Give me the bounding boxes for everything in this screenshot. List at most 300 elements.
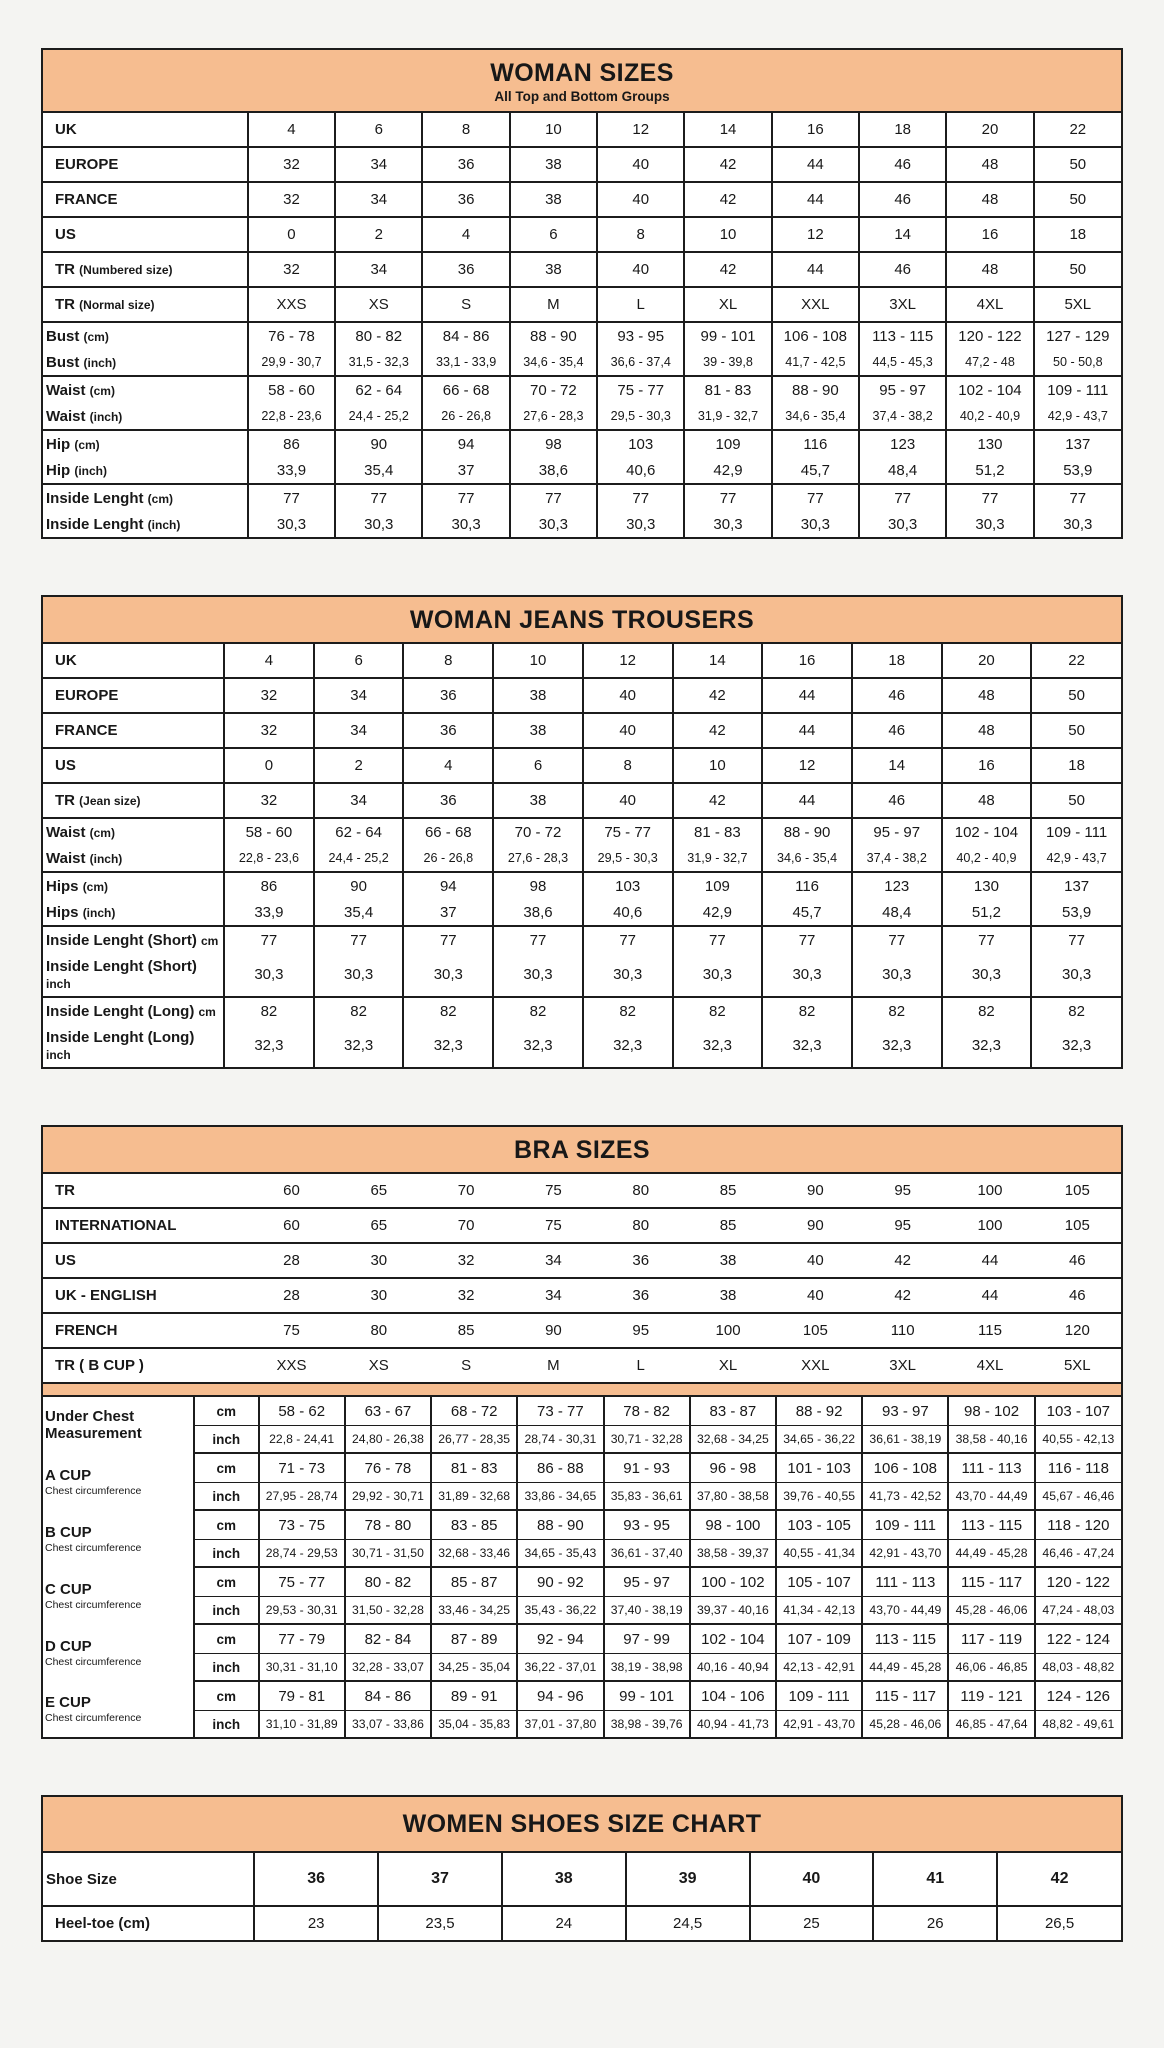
size-cell: 14 xyxy=(852,748,942,783)
row-label xyxy=(43,182,248,217)
row-label xyxy=(43,1567,194,1624)
size-cell: 40 xyxy=(772,1243,859,1278)
size-cell: 30 xyxy=(335,1278,422,1313)
size-cell: 37,4 - 38,2 xyxy=(859,403,946,430)
size-cell: XS xyxy=(368,1357,389,1374)
size-cell: 100 - 102 xyxy=(690,1567,776,1597)
row-label xyxy=(43,113,248,147)
row-label xyxy=(43,783,224,818)
size-cell: 88 - 92 xyxy=(776,1397,862,1426)
size-cell: XS xyxy=(335,287,422,322)
size-cell: 10 xyxy=(493,644,583,678)
size-cell: 37 xyxy=(378,1853,502,1906)
size-cell: 29,92 - 30,71 xyxy=(345,1483,431,1511)
size-cell: 18 xyxy=(1034,217,1121,252)
row-label-suffix: (inch) xyxy=(74,463,108,478)
size-cell: 60 xyxy=(248,1174,335,1208)
row-label-text: US xyxy=(55,757,76,774)
size-cell: 105 - 107 xyxy=(776,1567,862,1597)
size-cell: 50 xyxy=(1034,252,1121,287)
row-label xyxy=(43,430,248,457)
table-title: WOMAN JEANS TROUSERS xyxy=(409,606,755,634)
size-cell: 101 - 103 xyxy=(776,1453,862,1483)
row-label-text: Bust xyxy=(46,327,80,345)
row-sublabel-text: Chest circumference xyxy=(45,1541,142,1554)
size-cell: 85 - 87 xyxy=(431,1567,517,1597)
size-cell: 106 - 108 xyxy=(862,1453,948,1483)
size-cell: 30,71 - 32,28 xyxy=(604,1426,690,1454)
size-cell: 30,3 xyxy=(597,511,684,537)
size-cell: 42 xyxy=(859,1278,946,1313)
row-label-text: Inside Lenght (Short) xyxy=(46,931,197,949)
size-cell: 107 - 109 xyxy=(776,1624,862,1654)
size-cell: 109 - 111 xyxy=(862,1510,948,1540)
size-cell: 115 - 117 xyxy=(948,1567,1034,1597)
size-cell: 116 xyxy=(772,430,859,457)
size-cell: 82 xyxy=(852,997,942,1024)
size-cell: 77 xyxy=(510,484,597,511)
size-cell: 113 - 115 xyxy=(948,1510,1034,1540)
size-cell: 115 xyxy=(946,1313,1033,1348)
size-cell: 39 - 39,8 xyxy=(684,349,771,376)
size-cell: 105 xyxy=(1034,1174,1121,1208)
size-cell: 34 xyxy=(314,783,404,818)
size-cell: 44,49 - 45,28 xyxy=(862,1654,948,1682)
size-cell: 111 - 113 xyxy=(948,1453,1034,1483)
size-cell: 34 xyxy=(510,1243,597,1278)
size-cell: M xyxy=(547,1357,560,1374)
size-cell: 24,4 - 25,2 xyxy=(335,403,422,430)
row-label xyxy=(43,1397,194,1453)
size-cell: 22 xyxy=(1031,644,1121,678)
size-cell: 42 xyxy=(673,783,763,818)
size-cell: 87 - 89 xyxy=(431,1624,517,1654)
row-label-text: Hips xyxy=(46,877,79,895)
size-cell: 89 - 91 xyxy=(431,1681,517,1711)
table-row xyxy=(43,818,1121,845)
size-cell: 30,3 xyxy=(403,953,493,997)
size-cell: 32 xyxy=(224,678,314,713)
row-label-text: Waist xyxy=(46,849,86,867)
size-cell: 70 xyxy=(422,1208,509,1243)
size-cell: 102 - 104 xyxy=(690,1624,776,1654)
size-cell: 5XL xyxy=(1034,287,1121,322)
size-cell: 117 - 119 xyxy=(948,1624,1034,1654)
size-cell: 45,28 - 46,06 xyxy=(862,1711,948,1738)
table-title-bar xyxy=(43,597,1121,644)
size-cell: 109 xyxy=(673,872,763,899)
size-cell: 32 xyxy=(224,713,314,748)
row-label xyxy=(43,1906,254,1940)
row-label xyxy=(43,403,248,430)
unit-cell: inch xyxy=(194,1597,259,1625)
size-cell: 120 - 122 xyxy=(1035,1567,1121,1597)
size-cell: 34,6 - 35,4 xyxy=(772,403,859,430)
size-cell: 6 xyxy=(510,217,597,252)
table-subtitle: All Top and Bottom Groups xyxy=(494,89,670,104)
row-label-text: Waist xyxy=(46,381,86,399)
size-cell: 38 xyxy=(684,1243,771,1278)
row-label-text: UK xyxy=(55,121,77,138)
size-cell: 42 xyxy=(684,182,771,217)
size-cell: 50 - 50,8 xyxy=(1034,349,1121,376)
size-cell: 73 - 77 xyxy=(517,1397,603,1426)
row-label-suffix: (cm) xyxy=(89,825,115,840)
row-label xyxy=(43,217,248,252)
size-cell: 36 xyxy=(403,783,493,818)
row-sublabel-text: Chest circumference xyxy=(45,1712,142,1724)
size-cell: 109 - 111 xyxy=(776,1681,862,1711)
size-cell: 12 xyxy=(583,644,673,678)
size-cell: 86 - 88 xyxy=(517,1453,603,1483)
size-cell: 5XL xyxy=(1063,1357,1091,1374)
size-cell: 12 xyxy=(772,217,859,252)
size-cell: 29,53 - 30,31 xyxy=(259,1597,345,1625)
size-cell: 44 xyxy=(772,147,859,182)
size-cell: 34 xyxy=(314,678,404,713)
size-cell: 38 xyxy=(502,1853,626,1906)
size-cell: 36 xyxy=(422,147,509,182)
row-label xyxy=(43,322,248,349)
size-cell: 45,28 - 46,06 xyxy=(948,1597,1034,1625)
size-cell: 46 xyxy=(1034,1278,1121,1313)
bra-sizes-table xyxy=(41,1125,1123,1384)
size-cell: 4 xyxy=(224,644,314,678)
size-cell: 82 xyxy=(403,997,493,1024)
size-cell: 46,46 - 47,24 xyxy=(1035,1540,1121,1568)
size-cell: 84 - 86 xyxy=(345,1681,431,1711)
size-cell: 53,9 xyxy=(1034,457,1121,484)
size-cell: 40,94 - 41,73 xyxy=(690,1711,776,1738)
size-cell: 28,74 - 30,31 xyxy=(517,1426,603,1454)
row-label-suffix: (cm) xyxy=(74,437,100,452)
size-cell: 33,07 - 33,86 xyxy=(345,1711,431,1738)
row-label-text: FRENCH xyxy=(55,1322,118,1339)
size-cell: 95 - 97 xyxy=(852,818,942,845)
row-label-suffix: (cm) xyxy=(89,383,115,398)
row-label-suffix: inch xyxy=(46,1047,71,1062)
table-row xyxy=(43,1243,1121,1278)
table-row xyxy=(43,1540,1121,1568)
size-cell: 34,65 - 35,43 xyxy=(517,1540,603,1568)
size-cell: 37,80 - 38,58 xyxy=(690,1483,776,1511)
size-cell: 123 xyxy=(859,430,946,457)
size-cell: 82 xyxy=(942,997,1032,1024)
size-cell: 97 - 99 xyxy=(604,1624,690,1654)
size-cell: 38 xyxy=(493,783,583,818)
table-title-bar xyxy=(43,1127,1121,1174)
row-label xyxy=(43,818,224,845)
size-cell: 6 xyxy=(493,748,583,783)
size-cell: 22 xyxy=(1034,113,1121,147)
size-cell: 80 xyxy=(597,1174,684,1208)
row-label-text: EUROPE xyxy=(55,687,119,704)
size-cell: 40 xyxy=(750,1853,874,1906)
size-cell: 38,6 xyxy=(493,899,583,926)
table-body xyxy=(43,1174,1121,1382)
row-label-suffix: (cm) xyxy=(83,329,109,344)
size-cell: 23 xyxy=(254,1906,378,1940)
woman-sizes-table-grid xyxy=(43,113,1121,537)
size-cell: 26 xyxy=(873,1906,997,1940)
size-cell: 34 xyxy=(335,182,422,217)
row-label-text: Inside Lenght (Short) xyxy=(46,957,197,975)
size-cell: 93 - 95 xyxy=(597,322,684,349)
row-label-suffix: (inch) xyxy=(89,409,123,424)
size-cell: 77 xyxy=(224,926,314,953)
size-cell: 50 xyxy=(1031,678,1121,713)
size-cell: 41 xyxy=(873,1853,997,1906)
table-row xyxy=(43,1426,1121,1454)
size-cell: 110 xyxy=(859,1313,946,1348)
size-cell: 90 xyxy=(314,872,404,899)
bra-sizes-table-grid xyxy=(43,1174,1121,1382)
size-cell: 37,40 - 38,19 xyxy=(604,1597,690,1625)
size-cell: 68 - 72 xyxy=(431,1397,517,1426)
size-cell: 30,3 xyxy=(946,511,1033,537)
size-cell: 40,2 - 40,9 xyxy=(946,403,1033,430)
size-cell: 98 xyxy=(493,872,583,899)
size-cell: 43,70 - 44,49 xyxy=(862,1597,948,1625)
size-cell: 102 - 104 xyxy=(946,376,1033,403)
size-cell: 75 - 77 xyxy=(597,376,684,403)
size-cell: 30,3 xyxy=(684,511,771,537)
row-label xyxy=(43,926,224,953)
row-label-text: INTERNATIONAL xyxy=(55,1217,177,1234)
table-row xyxy=(43,1624,1121,1654)
size-cell: 79 - 81 xyxy=(259,1681,345,1711)
size-cell: 31,89 - 32,68 xyxy=(431,1483,517,1511)
size-cell: L xyxy=(636,1357,645,1374)
size-cell: 34,65 - 36,22 xyxy=(776,1426,862,1454)
size-cell: 36 xyxy=(422,252,509,287)
size-cell: 30,3 xyxy=(852,953,942,997)
size-cell: 48,4 xyxy=(852,899,942,926)
row-label xyxy=(43,678,224,713)
size-cell: 100 xyxy=(946,1174,1033,1208)
table-row xyxy=(43,1483,1121,1511)
size-cell: 34,25 - 35,04 xyxy=(431,1654,517,1682)
size-cell: 28 xyxy=(248,1243,335,1278)
size-cell: 32,28 - 33,07 xyxy=(345,1654,431,1682)
row-label-text: C CUP xyxy=(45,1580,92,1598)
size-cell: 46 xyxy=(859,182,946,217)
size-cell: 24,4 - 25,2 xyxy=(314,845,404,872)
size-cell: 31,9 - 32,7 xyxy=(673,845,763,872)
table-row xyxy=(43,1597,1121,1625)
size-cell: 130 xyxy=(946,430,1033,457)
size-cell: 41,73 - 42,52 xyxy=(862,1483,948,1511)
size-cell: 12 xyxy=(762,748,852,783)
size-cell: 122 - 124 xyxy=(1035,1624,1121,1654)
row-label xyxy=(43,1510,194,1567)
size-cell: 30,3 xyxy=(314,953,404,997)
size-cell: 46,06 - 46,85 xyxy=(948,1654,1034,1682)
row-label-suffix: (inch) xyxy=(147,517,181,532)
size-cell: 75 - 77 xyxy=(259,1567,345,1597)
table-row xyxy=(43,1711,1121,1738)
size-cell: 40 xyxy=(597,182,684,217)
size-cell: 38 xyxy=(684,1278,771,1313)
size-cell: 82 xyxy=(762,997,852,1024)
size-cell: 66 - 68 xyxy=(422,376,509,403)
size-cell: 50 xyxy=(1031,783,1121,818)
size-cell: 30,3 xyxy=(762,953,852,997)
size-cell: 103 - 105 xyxy=(776,1510,862,1540)
size-cell: 30,3 xyxy=(772,511,859,537)
row-label xyxy=(43,713,224,748)
size-cell: 88 - 90 xyxy=(772,376,859,403)
size-cell: 30,31 - 31,10 xyxy=(259,1654,345,1682)
size-cell: 82 xyxy=(1031,997,1121,1024)
unit-cell: inch xyxy=(194,1540,259,1568)
row-label xyxy=(43,1853,254,1906)
size-cell: 29,9 - 30,7 xyxy=(248,349,335,376)
size-cell: 44 xyxy=(762,713,852,748)
size-cell: 90 - 92 xyxy=(517,1567,603,1597)
size-cell: 42 xyxy=(859,1243,946,1278)
row-label xyxy=(43,1208,248,1243)
table-row xyxy=(43,430,1121,457)
row-label-text: FRANCE xyxy=(55,191,118,208)
size-cell: 40,6 xyxy=(597,457,684,484)
size-cell: 47,24 - 48,03 xyxy=(1035,1597,1121,1625)
size-cell: 24,5 xyxy=(626,1906,750,1940)
row-label xyxy=(43,484,248,511)
row-label-text: US xyxy=(55,1252,76,1269)
size-cell: 42,9 - 43,7 xyxy=(1031,845,1121,872)
size-cell: 46,85 - 47,64 xyxy=(948,1711,1034,1738)
women-shoes-table-grid xyxy=(43,1853,1121,1940)
row-label-text: Inside Lenght xyxy=(46,489,144,507)
size-cell: 39 xyxy=(626,1853,750,1906)
row-label-text: TR xyxy=(55,1182,75,1199)
row-label xyxy=(43,899,224,926)
size-cell: 32,3 xyxy=(942,1024,1032,1067)
row-label-text: Waist xyxy=(46,823,86,841)
size-cell: 14 xyxy=(859,217,946,252)
size-cell: 95 xyxy=(859,1208,946,1243)
table-row xyxy=(43,217,1121,252)
size-cell: 38,98 - 39,76 xyxy=(604,1711,690,1738)
size-cell: 92 - 94 xyxy=(517,1624,603,1654)
unit-cell: cm xyxy=(194,1453,259,1483)
row-label xyxy=(43,511,248,537)
size-cell: 0 xyxy=(248,217,335,252)
table-row xyxy=(43,113,1121,147)
size-cell: 4 xyxy=(403,748,493,783)
table-row xyxy=(43,872,1121,899)
row-label-text: Inside Lenght (Long) xyxy=(46,1002,195,1020)
size-cell: 8 xyxy=(597,217,684,252)
size-cell: 82 - 84 xyxy=(345,1624,431,1654)
size-cell: 37,01 - 37,80 xyxy=(517,1711,603,1738)
size-cell: 38 xyxy=(510,182,597,217)
row-label xyxy=(43,1681,194,1737)
size-cell: 47,2 - 48 xyxy=(946,349,1033,376)
size-cell: 30,3 xyxy=(422,511,509,537)
size-cell: 45,7 xyxy=(762,899,852,926)
table-body xyxy=(43,1397,1121,1737)
size-cell: 38 xyxy=(493,713,583,748)
size-cell: 70 - 72 xyxy=(493,818,583,845)
size-cell: 123 xyxy=(852,872,942,899)
row-label-text: Inside Lenght (Long) xyxy=(46,1028,195,1046)
table-row xyxy=(43,1567,1121,1597)
row-label-text: UK - ENGLISH xyxy=(55,1287,157,1304)
size-cell: 3XL xyxy=(859,287,946,322)
row-label-text: Under Chest Measurement xyxy=(45,1408,142,1442)
size-cell: 90 xyxy=(510,1313,597,1348)
size-cell: 37 xyxy=(422,457,509,484)
size-cell: 30,3 xyxy=(510,511,597,537)
size-cell: 76 - 78 xyxy=(345,1453,431,1483)
table-row xyxy=(43,376,1121,403)
size-cell: 95 xyxy=(597,1313,684,1348)
size-cell: 42 xyxy=(684,252,771,287)
size-cell: 44 xyxy=(762,783,852,818)
size-cell: 20 xyxy=(942,644,1032,678)
table-title: WOMEN SHOES SIZE CHART xyxy=(402,1810,762,1838)
size-cell: 6 xyxy=(335,113,422,147)
row-label-text: Shoe Size xyxy=(46,1870,117,1888)
size-cell: 77 xyxy=(493,926,583,953)
table-row xyxy=(43,1510,1121,1540)
size-cell: 40,2 - 40,9 xyxy=(942,845,1032,872)
size-cell: 58 - 60 xyxy=(224,818,314,845)
size-cell: 34,6 - 35,4 xyxy=(762,845,852,872)
size-cell: 4XL xyxy=(976,1357,1004,1374)
size-cell: 75 xyxy=(510,1208,597,1243)
size-cell: 36,61 - 37,40 xyxy=(604,1540,690,1568)
unit-cell: cm xyxy=(194,1510,259,1540)
size-cell: 26 - 26,8 xyxy=(403,845,493,872)
table-row xyxy=(43,252,1121,287)
size-cell: 80 xyxy=(597,1208,684,1243)
size-cell: 103 xyxy=(597,430,684,457)
row-label-text: Waist xyxy=(46,407,86,425)
table-row xyxy=(43,1853,1121,1906)
size-cell: 130 xyxy=(942,872,1032,899)
size-cell: 103 xyxy=(583,872,673,899)
size-cell: 40,55 - 42,13 xyxy=(1035,1426,1121,1454)
size-cell: 30,3 xyxy=(673,953,763,997)
row-label-text: Hip xyxy=(46,461,71,479)
size-cell: 33,9 xyxy=(248,457,335,484)
row-label xyxy=(43,1243,248,1278)
size-cell: 119 - 121 xyxy=(948,1681,1034,1711)
size-cell: 32,3 xyxy=(583,1024,673,1067)
size-cell: 32 xyxy=(422,1243,509,1278)
size-cell: 42 xyxy=(673,678,763,713)
size-cell: 29,5 - 30,3 xyxy=(583,845,673,872)
size-cell: 65 xyxy=(335,1208,422,1243)
table-row xyxy=(43,1348,1121,1382)
size-cell: 44 xyxy=(946,1278,1033,1313)
size-cell: 77 xyxy=(597,484,684,511)
row-label-text: TR xyxy=(55,296,75,313)
size-cell: 41,34 - 42,13 xyxy=(776,1597,862,1625)
size-cell: 36,61 - 38,19 xyxy=(862,1426,948,1454)
table-body xyxy=(43,1853,1121,1940)
table-row xyxy=(43,349,1121,376)
size-cell: 96 - 98 xyxy=(690,1453,776,1483)
size-cell: 40 xyxy=(583,783,673,818)
size-cell: 32 xyxy=(248,182,335,217)
size-cell: 42,9 - 43,7 xyxy=(1034,403,1121,430)
size-cell: 78 - 82 xyxy=(604,1397,690,1426)
size-cell: 31,5 - 32,3 xyxy=(335,349,422,376)
